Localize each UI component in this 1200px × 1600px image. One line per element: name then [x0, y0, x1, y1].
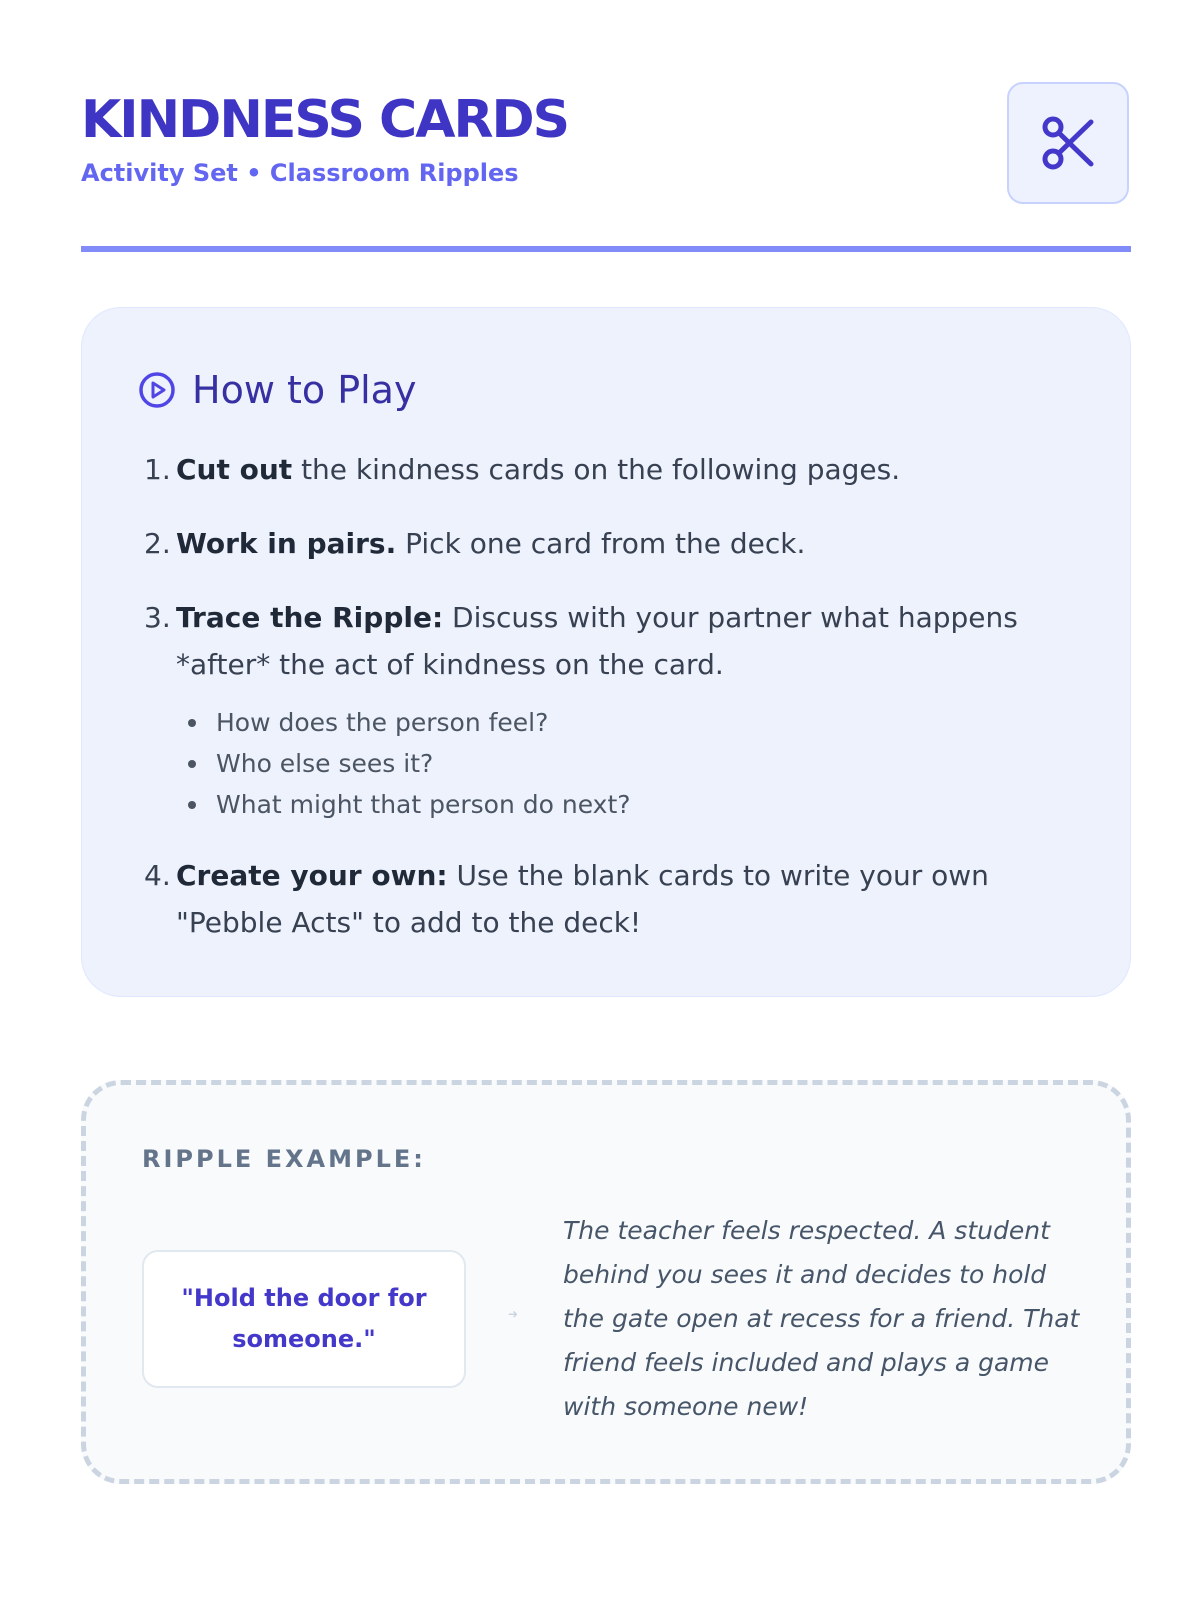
bullet-text: Who else sees it? [216, 749, 434, 778]
arrow-right-icon: ➜ [508, 1307, 519, 1321]
page-subtitle: Activity Set • Classroom Ripples [81, 159, 519, 187]
step-text: Pick one card from the deck. [396, 527, 806, 560]
step-bold: Work in pairs. [176, 527, 397, 560]
step-item [144, 594, 1084, 825]
ripple-example-label: RIPPLE EXAMPLE: [142, 1145, 426, 1173]
step-bold: Create your own: [176, 859, 448, 892]
page-header [81, 80, 1131, 204]
step-number: 1. [144, 453, 171, 486]
steps-list [144, 446, 1084, 973]
header-divider [81, 246, 1131, 252]
activity-page [81, 0, 1131, 1600]
step-text: Discuss with your partner what happens *after* the act of kindness on the card. [176, 601, 1018, 681]
step-text: Use the blank cards to write your own "Pebble Acts" to add to the deck! [176, 859, 989, 939]
step-number: 2. [144, 527, 171, 560]
step-bold: Cut out [176, 453, 293, 486]
bullet-text: How does the person feel? [216, 708, 549, 737]
step-item [144, 446, 1084, 493]
ripple-example-panel [81, 1080, 1131, 1484]
bullet-item [176, 743, 1084, 784]
kindness-card-text: "Hold the door for someone." [181, 1284, 427, 1353]
how-to-play-title: How to Play [192, 368, 417, 412]
step-bold: Trace the Ripple: [176, 601, 444, 634]
how-to-play-heading [138, 364, 416, 416]
ripple-story: The teacher feels respected. A student behind you sees it and decides to hold the gate open at recess for a friend. That friend feels included and plays a game with someone new! [563, 1216, 1080, 1421]
step-item [144, 852, 1084, 946]
step-number: 3. [144, 601, 171, 634]
step-text: the kindness cards on the following pages. [292, 453, 901, 486]
page-title: KINDNESS CARDS [81, 90, 569, 150]
scissors-button[interactable] [1007, 82, 1129, 204]
kindness-card [142, 1250, 466, 1388]
bullet-text: What might that person do next? [216, 790, 631, 819]
step-bullets [176, 702, 1084, 825]
play-circle-icon [138, 371, 176, 409]
step-item [144, 520, 1084, 567]
step-number: 4. [144, 859, 171, 892]
how-to-play-panel [81, 307, 1131, 997]
bullet-item [176, 784, 1084, 825]
bullet-item [176, 702, 1084, 743]
scissors-icon [1038, 113, 1098, 173]
